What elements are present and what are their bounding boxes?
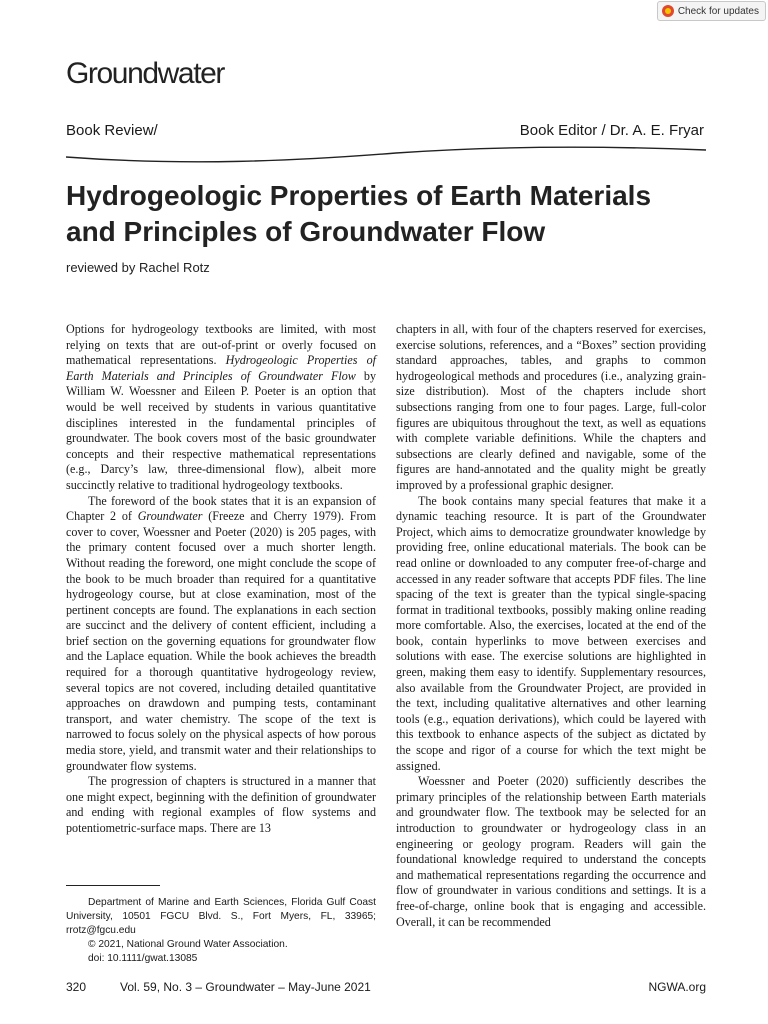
paragraph: The book contains many special features that make it a dynamic teaching resource. It is part of the Groundwater Project, which aims to democratize groundwater knowledge by providing free, online educational materials. The book can be read online or downloaded to any computer free-of-charge and accessed in any reader software that accepts PDF files. The line spacing of the text is greater than the typical single-spacing format in traditional textbooks, possibly making online reading more comfortable. Also, the exercises, located at the end of the book, contain hyperlinks to move between exercises and solutions with ease. The exercise solutions are highlighted in green, making them easy to identify. Supplementary resources, also available from the Groundwater Project, are provided in the text, including qualitative alternatives and other learning tools (e.g., equation derivations), which could be layered with this textbook to enhance aspects of the subject as dictated by the scope and rigor of a course for which the text might be assigned. — [396, 493, 706, 773]
copyright: © 2021, National Ground Water Association. — [88, 939, 288, 950]
check-for-updates-badge[interactable] — [657, 1, 766, 21]
paragraph: The foreword of the book states that it is an expansion of Chapter 2 of Groundwater (Freeze and Cherry 1979). From cover to cover, Woessner and Poeter (2020) is 205 pages, with the primary content focused over a much shorter length. Without reading the foreword, one might conclude the scope of the book to be much broader than required for a quantitative hydrogeology course, but at close examination, most of the pertinent concepts are found. The explanations in each section are succinct and the delivery of content efficient, including a brief section on the governing equations for groundwater flow and the Laplace equation. While the book achieves the breadth required for a thorough quantitative hydrogeology review, several topics are not covered, including detailed quantitative approaches on drawdown and pumping tests, contaminant transport, and water chemistry. The scope of the text is narrowed to focus solely on the physical aspects of how porous media store, yield, and transmit water and their relationships to groundwater flow systems. — [66, 493, 376, 773]
journal-name: Groundwater — [66, 57, 225, 90]
paragraph: chapters in all, with four of the chapters reserved for exercises, exercise solutions, references, and a “Boxes” section providing standard approaches, tables, and graphs to common hydrogeological methods and procedures (i.e., analyzing grain-size distribution). Most of the chapters include short subsections ranging from one to four pages. Large, full-color figures are ubiquitous throughout the text, as well as equations with complete variable definitions. While the chapters and subsections are clearly defined and navigable, some of the figures are hand-annotated and the quality might be greatly improved by a professional graphic designer. — [396, 322, 706, 492]
reviewer-byline: reviewed by Rachel Rotz — [66, 260, 210, 275]
author-footnote — [66, 896, 376, 966]
section-label: Book Review/ — [66, 122, 158, 139]
issue-info: Vol. 59, No. 3 – Groundwater – May-June 2021 — [120, 980, 371, 994]
affiliation: Department of Marine and Earth Sciences, Florida Gulf Coast University, 10501 FGCU Blvd. S., Fort Myers, FL, 33965; rrotz@fgcu.edu — [66, 897, 376, 936]
book-editor-label: Book Editor / Dr. A. E. Fryar — [519, 122, 704, 139]
footnote-divider — [66, 885, 160, 886]
page-number: 320 — [66, 980, 87, 994]
book-title-italic: Hydrogeologic Properties of Earth Materials and Principles of Groundwater Flow — [66, 353, 376, 383]
title-line-2: and Principles of Groundwater Flow — [66, 216, 546, 247]
cited-book-italic: Groundwater — [137, 509, 203, 524]
article-title — [66, 178, 706, 250]
paragraph: Options for hydrogeology textbooks are limited, with most relying on texts that are out-of-print or overly focused on mathematical representations. Hydrogeologic Properties of Earth Materials and Principles of Groundwater Flow by William W. Woessner and Eileen P. Poeter is an option that would be well received by students in various quantitative disciplines interested in the fundamental principles of groundwater. The book covers most of the basic groundwater concepts and their respective mathematical representations (e.g., Darcy’s law, three-dimensional flow), albeit more succinctly relative to traditional hydrogeology textbooks. — [66, 322, 377, 492]
crossmark-icon — [662, 5, 674, 17]
right-column — [396, 322, 706, 930]
ngwa-site-link[interactable]: NGWA.org — [648, 980, 706, 994]
doi-link[interactable]: doi: 10.1111/gwat.13085 — [88, 953, 198, 964]
paragraph: Woessner and Poeter (2020) sufficiently describes the primary principles of the relationship between Earth materials and groundwater flow. The textbook may be selected for an introduction to groundwater or hydrogeology class in an engineering or geology program. Readers will gain the foundational knowledge required to understand the concepts and mathematical representations regarding the occurrence and flow of groundwater in various conditions and settings. It is a free-of-charge, online book that is engaging and accessible. Overall, it can be recommended — [396, 774, 706, 929]
title-line-1: Hydrogeologic Properties of Earth Materials — [66, 180, 652, 211]
check-for-updates-label: Check for updates — [677, 5, 759, 17]
paragraph: The progression of chapters is structured in a manner that one might expect, beginning with the definition of groundwater and ending with regional examples of flow systems and potentiometric-surface maps. There are 13 — [66, 774, 376, 835]
left-column — [66, 322, 376, 837]
header-wave-rule — [66, 142, 706, 164]
page-footer — [66, 980, 706, 996]
